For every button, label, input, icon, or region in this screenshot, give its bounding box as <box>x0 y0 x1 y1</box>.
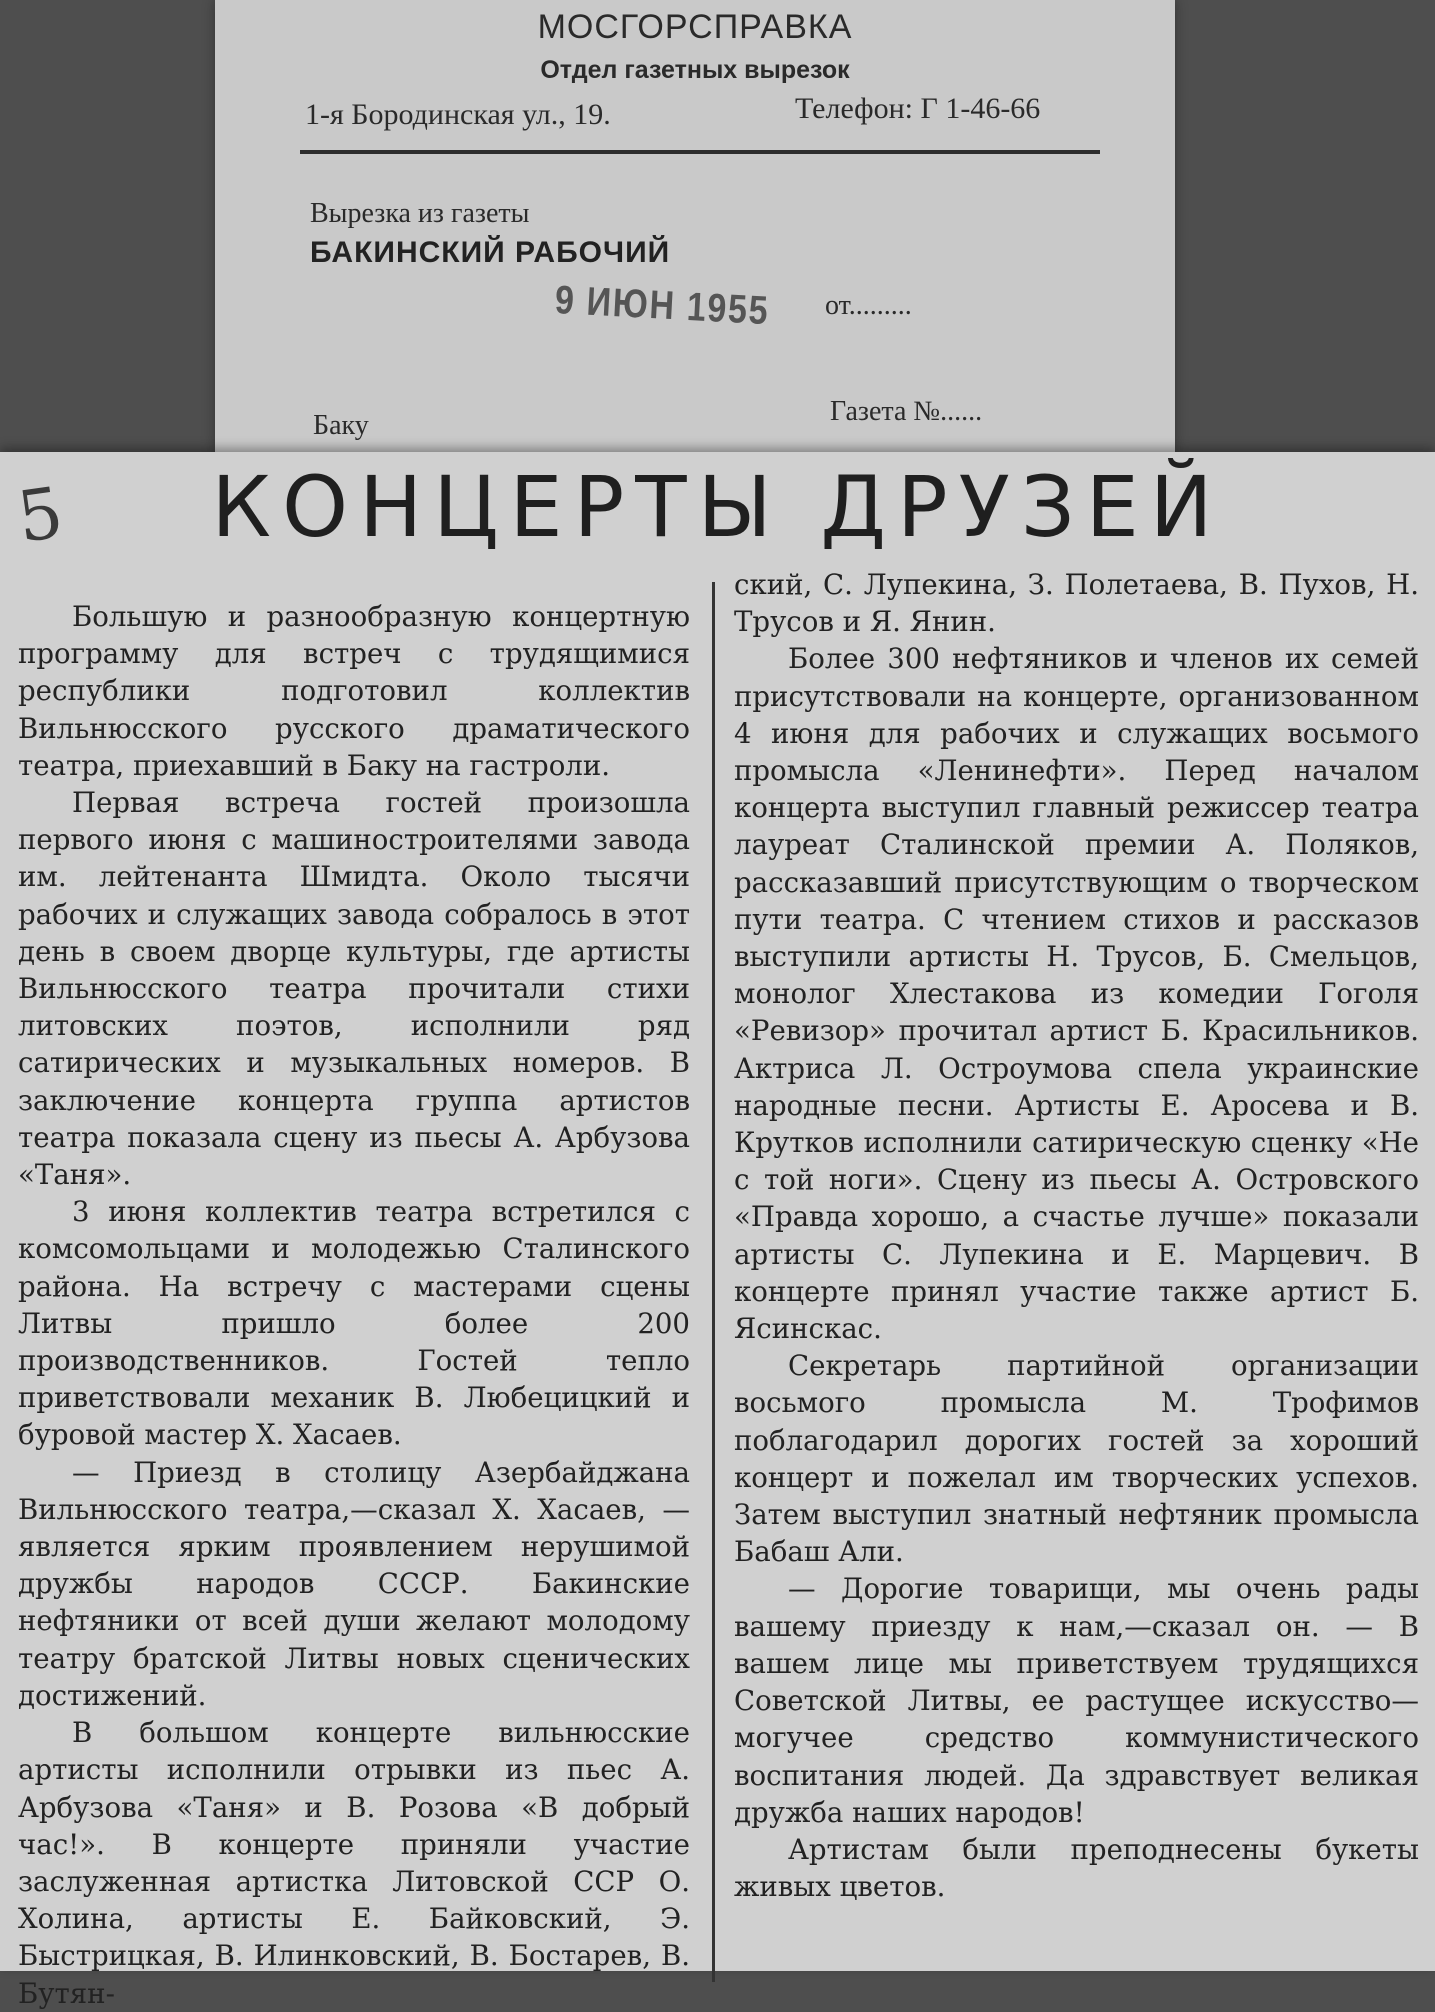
article-paragraph: Большую и разнообразную концертную программу для встреч с трудящимися республики подготовил коллектив Вильнюсского русского драматического театра, приехавший в Баку на гастроли. <box>18 600 690 782</box>
column-divider <box>712 582 715 1982</box>
department-name: Отдел газетных вырезок <box>540 56 850 84</box>
article-column-right <box>734 566 1419 1905</box>
newspaper-clipping <box>0 452 1435 2010</box>
article-paragraph: Артистам были преподнесены букеты живых цветов. <box>734 1832 1419 1904</box>
issue-number-label: Газета №...... <box>830 396 983 427</box>
newspaper-name: БАКИНСКИЙ РАБОЧИЙ <box>310 236 671 269</box>
clip-from-label: Вырезка из газеты <box>310 198 530 229</box>
article-paragraph: Секретарь партийной организации восьмого промысла М. Трофимов поблагодарил дорогих гостей за хороший концерт и пожелал им творческих успехов. Затем выступил знатный нефтяник промысла Бабаш Али. <box>734 1349 1419 1569</box>
article-headline: КОНЦЕРТЫ ДРУЗЕЙ <box>211 458 1224 556</box>
article-paragraph: — Дорогие товарищи, мы очень рады вашему приезду к нам,—сказал он. — В вашем лице мы приветствуем трудящихся Советской Литвы, ее растущее искусство—могучее средство коммунистического воспитания людей. Да здравствует великая дружба наших народов! <box>734 1572 1419 1829</box>
date-suffix: от......... <box>825 290 912 321</box>
article-paragraph: Более 300 нефтяников и членов их семей присутствовали на концерте, организованном 4 июня для рабочих и служащих восьмого промысла «Ленинефти». Перед началом концерта выступил главный режиссер театра лауреат Сталинской премии А. Поляков, рассказавший присутствующим о творческом пути театра. С чтением стихов и рассказов выступили артисты Н. Трусов, Б. Смельцов, монолог Хлестакова из комедии Гоголя «Ревизор» прочитал артист Б. Красильников. Актриса Л. Остроумова спела украинские народные песни. Артисты Е. Аросева и В. Крутков исполнили сатирическую сценку «Не с той ноги». Сцену из пьесы А. Островского «Правда хорошо, а счастье лучше» показали артисты С. Лупекина и Е. Марцевич. В концерте принял участие также артист Б. Ясинскас. <box>734 642 1419 1346</box>
article-paragraph: 3 июня коллектив театра встретился с комсомольцами и молодежью Сталинского района. На встречу с мастерами сцены Литвы пришло более 200 производственников. Гостей тепло приветствовали механик В. Любецицкий и буровой мастер Х. Хасаев. <box>18 1195 690 1452</box>
clipping-service-label <box>215 0 1175 455</box>
article-column-left <box>18 598 690 2012</box>
date-stamp: 9 ИЮН 1955 <box>553 278 771 334</box>
city-label: Баку <box>313 410 369 441</box>
agency-name: МОСГОРСПРАВКА <box>537 8 853 46</box>
article-paragraph: ский, С. Лупекина, З. Полетаева, В. Пухов, Н. Трусов и Я. Янин. <box>734 568 1419 639</box>
agency-address: 1-я Бородинская ул., 19. <box>305 98 611 131</box>
label-divider <box>300 150 1100 154</box>
article-paragraph: В большом концерте вильнюсские артисты исполнили отрывки из пьес А. Арбузова «Таня» и В. Розова «В добрый час!». В концерте приняли участие заслуженная артистка Литовской ССР О. Холина, артисты Е. Байковский, Э. Быстрицкая, В. Илинковский, В. Бостарев, В. Бутян- <box>18 1716 690 2010</box>
article-paragraph: Первая встреча гостей произошла первого июня с машиностроителями завода им. лейтенанта Шмидта. Около тысячи рабочих и служащих завода собралось в этот день в своем дворце культуры, где артисты Вильнюсского театра прочитали стихи литовских поэтов, исполнили ряд сатирических и музыкальных номеров. В заключение концерта группа артистов театра показала сцену из пьесы А. Арбузова «Таня». <box>18 786 690 1192</box>
agency-phone: Телефон: Г 1-46-66 <box>795 92 1041 125</box>
article-paragraph: — Приезд в столицу Азербайджана Вильнюсского театра,—сказал Х. Хасаев, —является ярким проявлением нерушимой дружбы народов СССР. Бакинские нефтяники от всей души желают молодому театру братской Литвы новых сценических достижений. <box>18 1455 690 1712</box>
handwritten-mark: 5 <box>12 471 69 559</box>
